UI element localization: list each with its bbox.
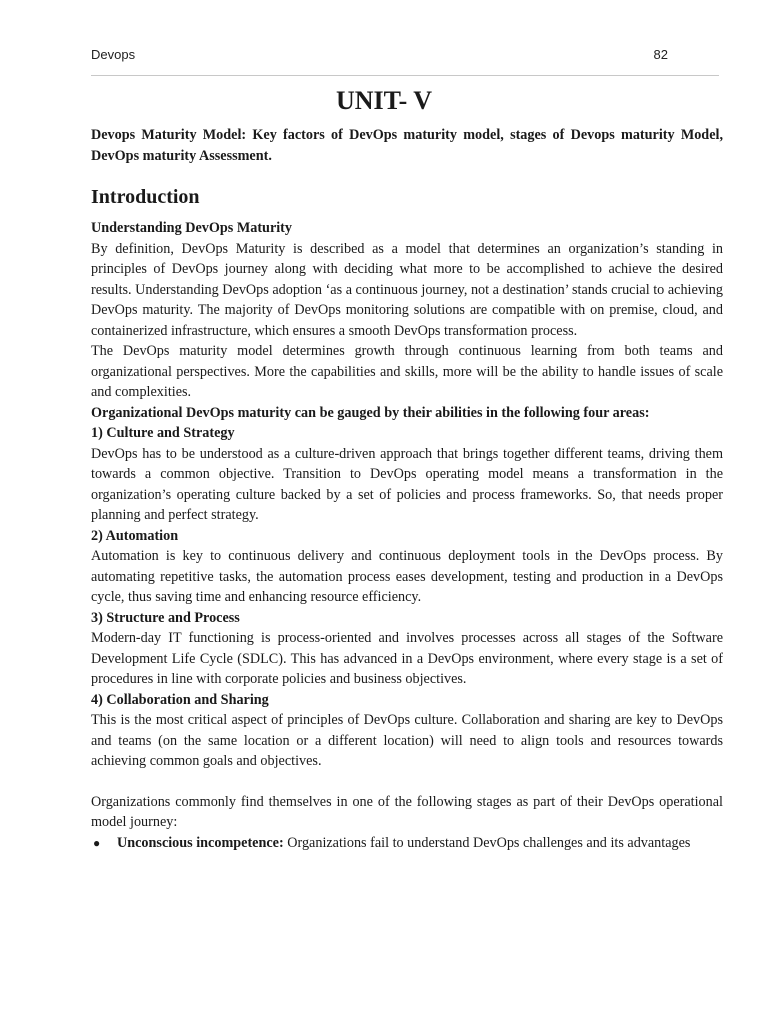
stage-term: Unconscious incompetence: [117,834,284,851]
paragraph-spacer [91,772,723,792]
area-text-automation: Automation is key to continuous delivery and continuous deployment tools in the DevOps process. By automating repetitive tasks, the automation process eases development, testing and production in a DevOps cycle, thus saving time and enhancing resource efficiency. [91,548,723,605]
area-heading-structure: 3) Structure and Process [91,609,240,626]
area-heading-culture: 1) Culture and Strategy [91,425,235,441]
bullet-icon: ● [93,835,101,850]
document-body [91,125,723,853]
list-item [93,833,723,854]
paragraph-understanding-2: The DevOps maturity model determines growth through continuous learning from both teams and organizational perspectives. More the capabilities and skills, more will be the ability to handle issues of scale and complexities. [91,343,723,400]
stages-list [91,833,723,854]
subsection-heading-understanding: Understanding DevOps Maturity [91,220,293,236]
stages-intro: Organizations commonly find themselves in one of the following stages as part of their DevOps operational model journey: [91,793,723,830]
page-header [91,47,668,62]
area-heading-collaboration: 4) Collaboration and Sharing [91,691,269,708]
paragraph-understanding-1: By definition, DevOps Maturity is described as a model that determines an organization’s standing in principles of DevOps journey along with deciding what more to be accomplished to achieve the desired results. Understanding DevOps adoption ‘as a continuous journey, not a destination’ stands crucial to achieving DevOps maturity. The majority of DevOps monitoring solutions are compatible with on premise, cloud, and containerized infrastructure, which ensures a smooth DevOps transformation process. [91,240,723,339]
header-rule [91,75,719,76]
area-text-structure: Modern-day IT functioning is process-oriented and involves processes across all stages of the Software Development Life Cycle (SDLC). This has advanced in a DevOps environment, where every stage is a set of procedures in line with corporate policies and business objectives. [91,630,723,687]
page-number: 82 [653,47,668,62]
areas-intro: Organizational DevOps maturity can be gauged by their abilities in the following four areas: [91,404,650,421]
stage-text: Organizations fail to understand DevOps challenges and its advantages [283,834,691,851]
unit-subtitle: Devops Maturity Model: Key factors of DevOps maturity model, stages of Devops maturity Model, DevOps maturity Assessment. [91,127,723,164]
header-title: Devops [91,47,136,62]
area-heading-automation: 2) Automation [91,527,179,544]
area-text-collaboration: This is the most critical aspect of principles of DevOps culture. Collaboration and sharing are key to DevOps and teams (on the same location or a different location) will need to align tools and resources towards achieving common goals and objectives. [91,712,723,769]
area-text-culture: DevOps has to be understood as a culture-driven approach that brings together different teams, driving them towards a common objective. Transition to DevOps operating model means a transformation in the organization’s operating culture backed by a set of policies and process frameworks. So, that needs proper planning and perfect strategy. [91,445,723,523]
section-heading-introduction: Introduction [91,186,200,208]
unit-title: UNIT- V [335,86,433,115]
